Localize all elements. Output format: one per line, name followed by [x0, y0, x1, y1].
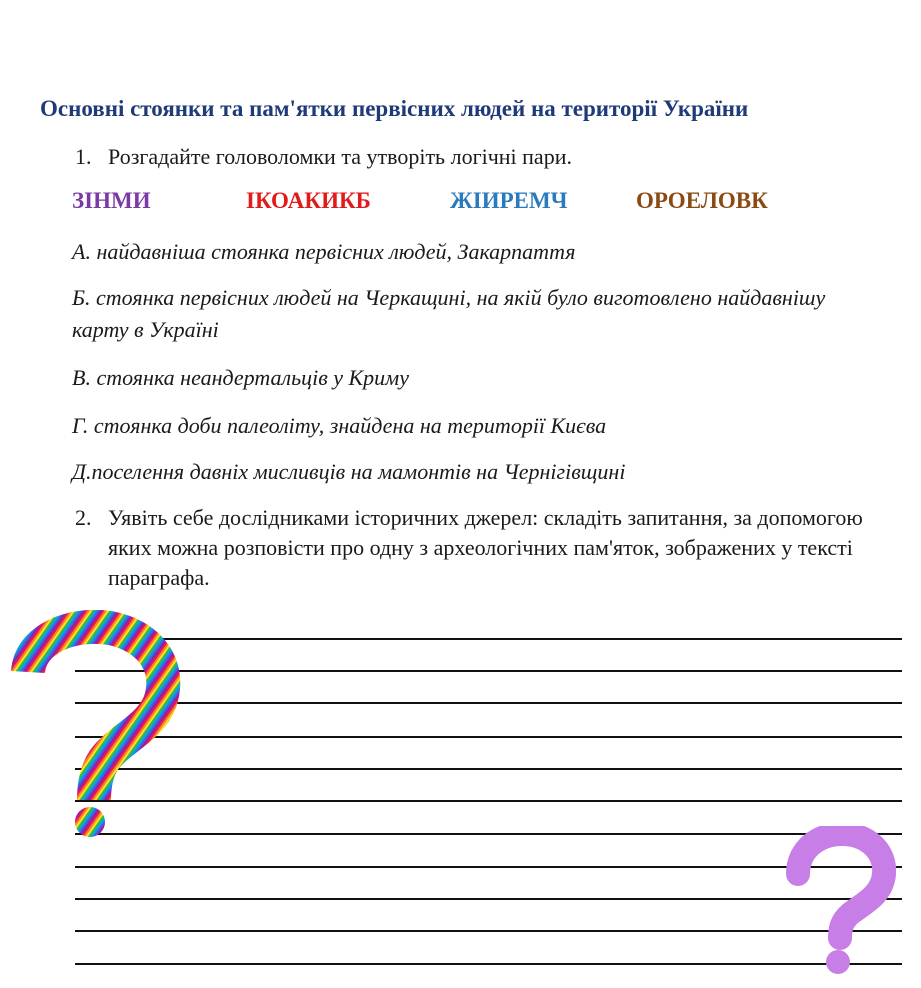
- answer-line[interactable]: [75, 800, 902, 802]
- task-2-number: 2.: [75, 505, 92, 530]
- answer-line[interactable]: [75, 736, 902, 738]
- answer-line[interactable]: [75, 670, 902, 672]
- puzzle-word-4: ОРОЕЛОВК: [636, 188, 768, 213]
- clue-d: Д.поселення давніх мисливців на мамонтів на Чернігівщині: [72, 459, 626, 484]
- task-1-text: Розгадайте головоломки та утворіть логічні пари.: [108, 144, 572, 169]
- purple-question-mark-icon: [776, 826, 896, 976]
- puzzle-word-3: ЖІИРЕМЧ: [450, 188, 568, 213]
- puzzle-word-2: ІКОАКИКБ: [246, 188, 371, 213]
- page-title: Основні стоянки та пам'ятки первісних людей на території України: [40, 96, 749, 121]
- clue-a: А. найдавніша стоянка первісних людей, Закарпаття: [72, 239, 576, 264]
- clue-v: В. стоянка неандертальців у Криму: [72, 365, 409, 390]
- clue-g: Г. стоянка доби палеоліту, знайдена на території Києва: [72, 413, 607, 438]
- answer-line[interactable]: [150, 638, 902, 640]
- rainbow-question-mark-icon: [0, 610, 190, 840]
- clue-b: Б. стоянка первісних людей на Черкащині, на якій було виготовлено найдавнішу карту в Україні: [72, 285, 826, 342]
- task-1-number: 1.: [75, 144, 92, 169]
- answer-line[interactable]: [75, 702, 902, 704]
- task-2-text: Уявіть себе дослідниками історичних джерел: складіть запитання, за допомогою яких можна розповісти про одну з археологічних пам'яток, зображених у тексті параграфа.: [108, 505, 863, 590]
- answer-line[interactable]: [75, 768, 902, 770]
- puzzle-word-1: ЗІНМИ: [72, 188, 151, 213]
